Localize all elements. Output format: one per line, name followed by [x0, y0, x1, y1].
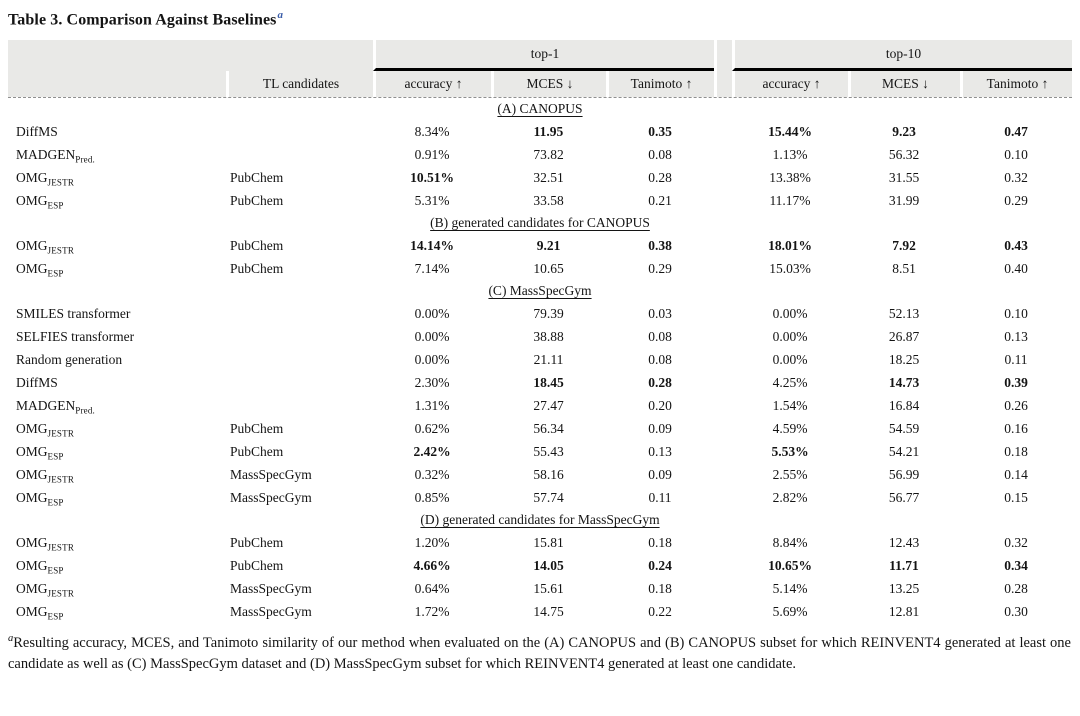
- spacer-cell: [714, 143, 732, 166]
- value-cell: 0.39: [1004, 374, 1028, 390]
- table-row: [8, 531, 1072, 554]
- value-cell: 0.28: [648, 374, 672, 390]
- method-subscript: JESTR: [47, 542, 75, 553]
- method-cell: $OMG_{JESTR}$: [16, 420, 75, 439]
- method-subscript: Pred.: [75, 405, 95, 416]
- method-cell: DiffMS: [16, 374, 58, 390]
- spacer-cell: [714, 531, 732, 554]
- table-row: [8, 302, 1072, 325]
- section-row: [8, 280, 1072, 302]
- section-cell: [8, 212, 1072, 234]
- tl-candidates-cell: [226, 325, 373, 348]
- value-cell: 54.59: [888, 420, 920, 436]
- value-cell: 1.13%: [772, 146, 808, 162]
- tl-candidates-cell: PubChem: [230, 169, 284, 185]
- method-subscript: ESP: [47, 611, 64, 622]
- spacer-cell: [714, 120, 732, 143]
- method-subscript: JESTR: [47, 245, 75, 256]
- value-cell: 0.14: [1004, 466, 1028, 482]
- spacer-cell: [714, 486, 732, 509]
- value-cell: 38.88: [533, 328, 564, 344]
- table-row: [8, 371, 1072, 394]
- value-cell: 32.51: [533, 169, 564, 185]
- value-cell: 56.32: [888, 146, 920, 162]
- group-header-top10: top-10: [732, 40, 1072, 71]
- value-cell: 0.32%: [414, 466, 450, 482]
- value-cell: 1.20%: [414, 534, 450, 550]
- value-cell: 8.51: [892, 260, 916, 276]
- table-row: [8, 554, 1072, 577]
- value-cell: 0.16: [1004, 420, 1028, 436]
- tl-candidates-cell: MassSpecGym: [230, 489, 312, 505]
- tl-candidates-cell: PubChem: [230, 557, 284, 573]
- value-cell: 56.99: [888, 466, 920, 482]
- table-title-text: Table 3. Comparison Against Baselines: [8, 11, 277, 29]
- value-cell: 0.43: [1004, 237, 1028, 253]
- value-cell: 5.14%: [772, 580, 808, 596]
- tl-candidates-cell: MassSpecGym: [230, 466, 312, 482]
- value-cell: 7.14%: [414, 260, 450, 276]
- method-cell: $OMG_{ESP}$: [16, 192, 64, 211]
- value-cell: 0.32: [1004, 534, 1028, 550]
- spacer-cell: [714, 166, 732, 189]
- value-cell: 0.35: [648, 123, 672, 139]
- tl-candidates-cell: [226, 371, 373, 394]
- column-header-mces-top1: MCES ↓: [491, 71, 606, 97]
- method-subscript: Pred.: [75, 154, 95, 165]
- method-subscript: ESP: [47, 200, 64, 211]
- method-subscript: ESP: [47, 268, 64, 279]
- table-row: [8, 577, 1072, 600]
- section-cell: [8, 280, 1072, 302]
- value-cell: 58.16: [533, 466, 564, 482]
- value-cell: 0.00%: [414, 328, 450, 344]
- value-cell: 33.58: [533, 192, 564, 208]
- value-cell: 0.32: [1004, 169, 1028, 185]
- spacer-cell: [714, 417, 732, 440]
- section-label: (D) generated candidates for MassSpecGym: [420, 512, 660, 528]
- value-cell: 10.51%: [410, 169, 454, 185]
- method-subscript: ESP: [47, 565, 64, 576]
- value-cell: 52.13: [888, 305, 920, 321]
- tl-candidates-cell: [226, 120, 373, 143]
- column-header-mces-top10: MCES ↓: [848, 71, 960, 97]
- value-cell: 4.25%: [772, 374, 808, 390]
- method-cell: DiffMS: [16, 123, 58, 139]
- value-cell: 5.69%: [772, 603, 808, 619]
- value-cell: 0.29: [1004, 192, 1028, 208]
- header-spacer-cell: [714, 71, 732, 97]
- value-cell: 0.26: [1004, 397, 1028, 413]
- value-cell: 0.08: [648, 351, 672, 367]
- spacer-cell: [714, 463, 732, 486]
- value-cell: 57.74: [533, 489, 564, 505]
- value-cell: 0.15: [1004, 489, 1028, 505]
- value-cell: 8.34%: [414, 123, 450, 139]
- value-cell: 0.85%: [414, 489, 450, 505]
- table-row: [8, 486, 1072, 509]
- value-cell: 0.34: [1004, 557, 1028, 573]
- value-cell: 0.24: [648, 557, 672, 573]
- value-cell: 9.23: [892, 123, 916, 139]
- section-cell: [8, 97, 1072, 120]
- value-cell: 1.72%: [414, 603, 450, 619]
- table-row: [8, 120, 1072, 143]
- value-cell: 0.11: [648, 489, 672, 505]
- method-cell: $OMG_{JESTR}$: [16, 237, 75, 256]
- method-cell: $OMG_{ESP}$: [16, 557, 64, 576]
- header-spacer-cell: [714, 40, 732, 71]
- sub-header-row: [8, 71, 1072, 97]
- spacer-cell: [714, 302, 732, 325]
- value-cell: 0.09: [648, 466, 672, 482]
- value-cell: 0.18: [648, 580, 672, 596]
- method-cell: $MADGEN_{Pred.}$: [16, 397, 95, 416]
- tl-candidates-cell: PubChem: [230, 237, 284, 253]
- value-cell: 2.42%: [413, 443, 451, 459]
- method-subscript: ESP: [47, 497, 64, 508]
- table-row: [8, 463, 1072, 486]
- value-cell: 14.73: [888, 374, 920, 390]
- value-cell: 0.22: [648, 603, 672, 619]
- table-row: [8, 143, 1072, 166]
- spacer-cell: [714, 577, 732, 600]
- value-cell: 7.92: [892, 237, 916, 253]
- value-cell: 0.18: [1004, 443, 1028, 459]
- value-cell: 0.08: [648, 328, 672, 344]
- value-cell: 11.71: [889, 557, 919, 573]
- value-cell: 1.31%: [414, 397, 450, 413]
- column-header-tanimoto-top1: Tanimoto ↑: [606, 71, 714, 97]
- tl-candidates-cell: MassSpecGym: [230, 603, 312, 619]
- value-cell: 79.39: [533, 305, 564, 321]
- table-footnote: [8, 628, 1071, 675]
- value-cell: 18.01%: [768, 237, 812, 253]
- method-subscript: JESTR: [47, 428, 75, 439]
- value-cell: 0.10: [1004, 305, 1028, 321]
- value-cell: 12.43: [888, 534, 920, 550]
- method-cell: $OMG_{JESTR}$: [16, 169, 75, 188]
- tl-candidates-cell: PubChem: [230, 260, 284, 276]
- value-cell: 9.21: [536, 237, 561, 253]
- value-cell: 2.55%: [772, 466, 808, 482]
- value-cell: 5.53%: [771, 443, 809, 459]
- table-row: [8, 417, 1072, 440]
- spacer-cell: [714, 189, 732, 212]
- value-cell: 14.75: [533, 603, 564, 619]
- value-cell: 0.64%: [414, 580, 450, 596]
- section-cell: [8, 509, 1072, 531]
- value-cell: 1.54%: [772, 397, 808, 413]
- tl-candidates-cell: PubChem: [230, 192, 284, 208]
- value-cell: 12.81: [888, 603, 920, 619]
- value-cell: 15.81: [533, 534, 564, 550]
- value-cell: 0.29: [648, 260, 672, 276]
- value-cell: 0.08: [648, 146, 672, 162]
- value-cell: 0.62%: [414, 420, 450, 436]
- table-row: [8, 600, 1072, 623]
- header-blank-cell: [8, 40, 373, 71]
- spacer-cell: [714, 554, 732, 577]
- value-cell: 0.28: [1004, 580, 1028, 596]
- value-cell: 0.00%: [772, 328, 808, 344]
- footnote-text: Resulting accuracy, MCES, and Tanimoto similarity of our method when evaluated on the (A) CANOPUS and (B) CANOPUS subset for which REINVENT4 generated at least one candidate as well as (C) MassSpecGym dataset and (D) MassSpecGym subset for which REINVENT4 generated at least one candidate.: [8, 635, 1071, 673]
- spacer-cell: [714, 257, 732, 280]
- value-cell: 13.25: [888, 580, 920, 596]
- tl-candidates-cell: [226, 348, 373, 371]
- value-cell: 26.87: [888, 328, 920, 344]
- spacer-cell: [714, 348, 732, 371]
- value-cell: 21.11: [533, 351, 564, 367]
- method-cell: Random generation: [16, 351, 123, 367]
- footnote-marker: a: [8, 633, 14, 645]
- spacer-cell: [714, 234, 732, 257]
- section-label: (C) MassSpecGym: [488, 283, 592, 299]
- value-cell: 56.77: [888, 489, 920, 505]
- tl-candidates-cell: [226, 302, 373, 325]
- method-cell: SELFIES transformer: [16, 328, 135, 344]
- tl-candidates-cell: PubChem: [230, 420, 284, 436]
- section-row: [8, 97, 1072, 120]
- method-cell: $OMG_{ESP}$: [16, 603, 64, 622]
- value-cell: 0.00%: [414, 305, 450, 321]
- value-cell: 0.21: [648, 192, 672, 208]
- tl-candidates-cell: [226, 394, 373, 417]
- value-cell: 0.10: [1004, 146, 1028, 162]
- section-label: (B) generated candidates for CANOPUS: [430, 215, 650, 231]
- value-cell: 0.03: [648, 305, 672, 321]
- value-cell: 0.13: [1004, 328, 1028, 344]
- value-cell: 4.59%: [772, 420, 808, 436]
- method-cell: $OMG_{ESP}$: [16, 260, 64, 279]
- value-cell: 0.09: [648, 420, 672, 436]
- method-cell: SMILES transformer: [16, 305, 131, 321]
- value-cell: 31.55: [888, 169, 920, 185]
- value-cell: 11.95: [533, 123, 564, 139]
- value-cell: 15.44%: [768, 123, 812, 139]
- value-cell: 0.38: [648, 237, 672, 253]
- value-cell: 55.43: [533, 443, 564, 459]
- spacer-cell: [714, 600, 732, 623]
- value-cell: 0.00%: [772, 305, 808, 321]
- value-cell: 10.65: [533, 260, 564, 276]
- method-cell: $MADGEN_{Pred.}$: [16, 146, 95, 165]
- comparison-table: [8, 40, 1072, 623]
- value-cell: 18.45: [533, 374, 564, 390]
- value-cell: 0.20: [648, 397, 672, 413]
- value-cell: 8.84%: [772, 534, 808, 550]
- title-footnote-marker: a: [277, 9, 284, 21]
- value-cell: 15.03%: [769, 260, 811, 276]
- table-row: [8, 189, 1072, 212]
- method-subscript: ESP: [47, 451, 64, 462]
- spacer-cell: [714, 325, 732, 348]
- value-cell: 2.30%: [414, 374, 450, 390]
- value-cell: 0.40: [1004, 260, 1028, 276]
- value-cell: 18.25: [888, 351, 920, 367]
- table-row: [8, 394, 1072, 417]
- method-cell: $OMG_{JESTR}$: [16, 466, 75, 485]
- method-cell: $OMG_{ESP}$: [16, 489, 64, 508]
- value-cell: 27.47: [533, 397, 564, 413]
- value-cell: 16.84: [888, 397, 920, 413]
- value-cell: 0.00%: [414, 351, 450, 367]
- value-cell: 11.17%: [769, 192, 811, 208]
- method-cell: $OMG_{JESTR}$: [16, 580, 75, 599]
- table-row: [8, 348, 1072, 371]
- value-cell: 0.13: [648, 443, 672, 459]
- value-cell: 54.21: [888, 443, 920, 459]
- value-cell: 4.66%: [413, 557, 451, 573]
- value-cell: 5.31%: [414, 192, 450, 208]
- column-header-tanimoto-top10: Tanimoto ↑: [960, 71, 1072, 97]
- value-cell: 73.82: [533, 146, 564, 162]
- value-cell: 0.11: [1004, 351, 1028, 367]
- tl-candidates-cell: PubChem: [230, 534, 284, 550]
- table-row: [8, 234, 1072, 257]
- spacer-cell: [714, 371, 732, 394]
- section-label: (A) CANOPUS: [497, 101, 583, 117]
- column-header-accuracy-top1: accuracy ↑: [373, 71, 491, 97]
- table-row: [8, 257, 1072, 280]
- group-header-row: [8, 40, 1072, 71]
- value-cell: 14.05: [533, 557, 564, 573]
- value-cell: 0.18: [648, 534, 672, 550]
- method-subscript: JESTR: [47, 474, 75, 485]
- value-cell: 2.82%: [772, 489, 808, 505]
- value-cell: 14.14%: [410, 237, 454, 253]
- header-blank-cell: [8, 71, 226, 97]
- column-header-accuracy-top10: accuracy ↑: [732, 71, 848, 97]
- method-subscript: JESTR: [47, 588, 75, 599]
- table-body: [8, 97, 1072, 623]
- value-cell: 0.28: [648, 169, 672, 185]
- value-cell: 10.65%: [768, 557, 812, 573]
- section-row: [8, 509, 1072, 531]
- table-row: [8, 440, 1072, 463]
- value-cell: 0.47: [1004, 123, 1028, 139]
- table-title: [0, 0, 1080, 29]
- table-header: [8, 40, 1072, 97]
- table-row: [8, 325, 1072, 348]
- value-cell: 31.99: [888, 192, 920, 208]
- value-cell: 0.00%: [772, 351, 808, 367]
- column-header-tl-candidates: TL candidates: [226, 71, 373, 97]
- method-cell: $OMG_{JESTR}$: [16, 534, 75, 553]
- tl-candidates-cell: PubChem: [230, 443, 284, 459]
- value-cell: 0.30: [1004, 603, 1028, 619]
- table-row: [8, 166, 1072, 189]
- spacer-cell: [714, 440, 732, 463]
- tl-candidates-cell: MassSpecGym: [230, 580, 312, 596]
- method-subscript: JESTR: [47, 177, 75, 188]
- method-cell: $OMG_{ESP}$: [16, 443, 64, 462]
- value-cell: 0.91%: [414, 146, 450, 162]
- spacer-cell: [714, 394, 732, 417]
- tl-candidates-cell: [226, 143, 373, 166]
- group-header-top1: top-1: [373, 40, 714, 71]
- section-row: [8, 212, 1072, 234]
- value-cell: 56.34: [533, 420, 564, 436]
- value-cell: 15.61: [533, 580, 564, 596]
- value-cell: 13.38%: [769, 169, 811, 185]
